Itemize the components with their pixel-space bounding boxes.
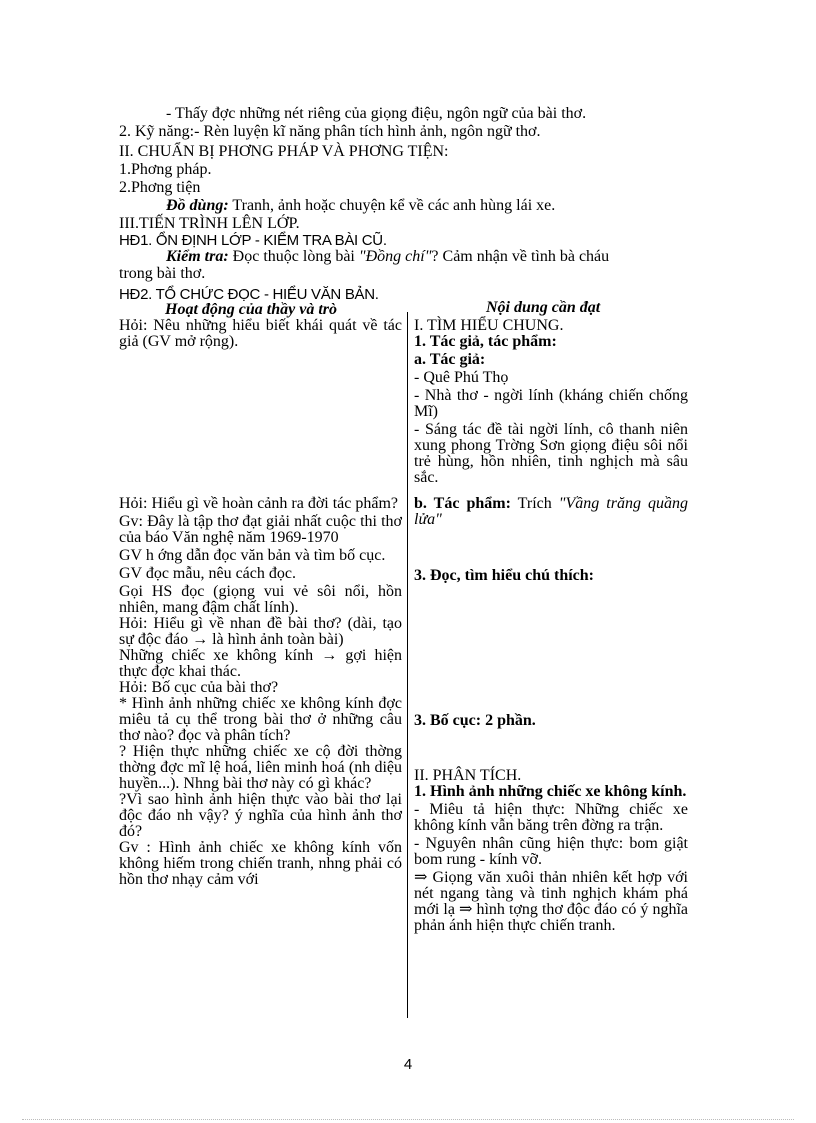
- materials-line: [166, 197, 555, 214]
- reading-guide: GV h ớng dẫn đọc văn bản và tìm bố cục.: [119, 547, 386, 564]
- question-why: ?Vì sao hình ảnh hiện thực vào bài thơ lại độc đáo nh vậy? ý nghĩa của hình ảnh thơ đó?: [119, 791, 402, 840]
- teacher-note-award: Gv: Đây là tập thơ đạt giải nhất cuộc thi thơ của báo Văn nghệ năm 1969-1970: [119, 513, 402, 546]
- author-work-heading: 1. Tác giả, tác phẩm:: [414, 333, 557, 350]
- section-heading-procedure: III.TIẾN TRÌNH LÊN LỚP.: [119, 215, 300, 232]
- method-line: 1.Phơng pháp.: [119, 161, 212, 178]
- work-line: [414, 496, 688, 528]
- author-heading: a. Tác giả:: [414, 351, 486, 368]
- question-structure: Hỏi: Bố cục của bài thơ?: [119, 679, 279, 696]
- work-title: "Vầng trăng quầng lửa": [414, 495, 688, 528]
- check-line-cont: trong bài thơ.: [119, 265, 206, 282]
- author-role: - Nhà thơ - ngời lính (kháng chiến chống Mĩ): [414, 387, 688, 420]
- reading-heading: 3. Đọc, tìm hiểu chú thích:: [414, 567, 594, 584]
- structure-heading: 3. Bố cục: 2 phần.: [414, 712, 536, 729]
- content-column-5: [414, 768, 688, 934]
- teacher-explanation: Gv : Hình ảnh chiếc xe không kính vốn không hiếm trong chiến tranh, nhng phải có hồn thơ nhạy cảm với: [119, 839, 402, 888]
- teacher-activity-column-2: [119, 496, 402, 888]
- analysis-subheading: 1. Hình ảnh những chiếc xe không kính.: [414, 783, 687, 800]
- student-reading: Gọi HS đọc (giọng vui vẻ sôi nổi, hồn nhiên, mang đậm chất lính).: [119, 583, 402, 616]
- question-author: Hỏi: Nêu những hiểu biết khái quát về tác giả (GV mở rộng).: [119, 317, 402, 350]
- content-column-4: [414, 713, 688, 729]
- materials-text: Tranh, ảnh hoặc chuyện kể về các anh hùng lái xe.: [228, 197, 556, 214]
- means-line: 2.Phơng tiện: [119, 179, 201, 196]
- question-title: Hỏi: Hiểu gì về nhan đề bài thơ? (dài, tạo sự độc đáo → là hình ảnh toàn bài): [119, 615, 402, 648]
- page-number: 4: [403, 1056, 413, 1073]
- question-reality: ? Hiện thực những chiếc xe cộ đời thờng thờng đợc mĩ lệ hoá, liên minh hoá (nh diệu huyền...). Nhng bài thơ này có gì khác?: [119, 743, 402, 792]
- work-text: Trích: [510, 495, 559, 512]
- content-column-2: [414, 496, 688, 528]
- content-column: [414, 318, 688, 486]
- check-text-b: ? Cảm nhận về tình bà cháu: [431, 248, 610, 265]
- footer-rule: [22, 1119, 794, 1120]
- poem-title: "Đồng chí": [358, 248, 432, 265]
- model-reading: GV đọc mẫu, nêu cách đọc.: [119, 565, 296, 582]
- skills-line: 2. Kỹ năng:- Rèn luyện kĩ năng phân tích hình ảnh, ngôn ngữ thơ.: [119, 123, 541, 140]
- activity-2-heading: HĐ2. TỔ CHỨC ĐỌC - HIỂU VĂN BẢN.: [119, 286, 379, 303]
- analysis-reality: - Miêu tả hiện thực: Những chiếc xe không kính vẫn băng trên đờng ra trận.: [414, 801, 688, 834]
- question-image: * Hình ảnh những chiếc xe không kính đợc miêu tả cụ thể trong bài thơ ở những câu thơ nào? đọc và phân tích?: [119, 695, 402, 744]
- teacher-activity-column: [119, 318, 402, 350]
- table-header-left: Hoạt động của thầy và trò: [165, 301, 338, 318]
- column-divider: [407, 312, 408, 1018]
- work-label: b. Tác phẩm:: [414, 495, 511, 512]
- analysis-heading: II. PHÂN TÍCH.: [414, 767, 522, 784]
- check-label: Kiểm tra:: [166, 248, 229, 265]
- analysis-cause: - Nguyên nhân cũng hiện thực: bom giật bom rung - kính vỡ.: [414, 835, 688, 868]
- check-text-a: Đọc thuộc lòng bài: [228, 248, 359, 265]
- content-column-3: [414, 568, 688, 584]
- table-header-right: Nội dung cần đạt: [486, 299, 601, 316]
- section-heading-preparation: II. CHUẨN BỊ PHƠNG PHÁP VÀ PHƠNG TIỆN:: [119, 143, 449, 160]
- note-cars: Những chiếc xe không kính → gợi hiện thực đợc khai thác.: [119, 647, 402, 680]
- author-hometown: - Quê Phú Thọ: [414, 369, 509, 386]
- materials-label: Đồ dùng:: [166, 197, 229, 214]
- analysis-conclusion: ⇒ Giọng văn xuôi thản nhiên kết hợp với nét ngang tàng và tinh nghịch khám phá mới lạ ⇒ hình tợng thơ độc đáo có ý nghĩa phản ánh hiện thực chiến tranh.: [414, 869, 688, 934]
- section-overview: I. TÌM HIỂU CHUNG.: [414, 317, 564, 334]
- check-line: [166, 248, 609, 265]
- objective-line: - Thấy đợc những nét riêng của giọng điệu, ngôn ngữ của bài thơ.: [166, 105, 587, 122]
- author-style: - Sáng tác đề tài ngời lính, cô thanh niên xung phong Trờng Sơn giọng điệu sôi nổi trẻ hùng, hồn nhiên, tinh nghịch mà sâu sắc.: [414, 421, 688, 486]
- question-context: Hỏi: Hiểu gì về hoàn cảnh ra đời tác phẩm?: [119, 495, 399, 512]
- activity-1-heading: HĐ1. ỔN ĐỊNH LỚP - KIỂM TRA BÀI CŨ.: [119, 232, 387, 249]
